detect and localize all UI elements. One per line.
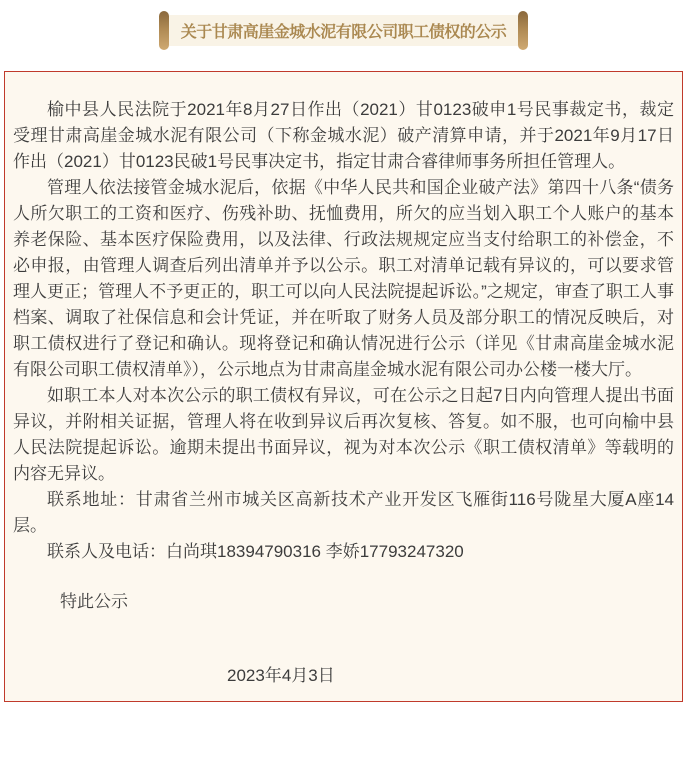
banner-right-bar-decoration	[518, 11, 528, 50]
banner-left-bar-decoration	[159, 11, 169, 50]
banner-title-box	[169, 15, 519, 46]
notice-date: 2023年4月3日	[227, 666, 335, 685]
notice-paragraph-contact-address: 联系地址：甘肃省兰州市城关区高新技术产业开发区飞雁街116号陇星大厦A座14层。	[13, 490, 674, 535]
title-banner	[0, 10, 687, 50]
notice-paragraph-court-ruling: 榆中县人民法院于2021年8月27日作出（2021）甘0123破申1号民事裁定书，裁定受理甘肃高崖金城水泥有限公司（下称金城水泥）破产清算申请，并于2021年9月17日作出（2021）甘0123民破1号民事决定书，指定甘肃合睿律师事务所担任管理人。	[13, 100, 674, 171]
notice-closing-statement: 特此公示	[60, 592, 128, 611]
notice-paragraph-contact-persons: 联系人及电话：白尚琪18394790316 李娇17793247320	[47, 542, 464, 561]
notice-paragraph-legal-basis: 管理人依法接管金城水泥后，依据《中华人民共和国企业破产法》第四十八条“债务人所欠职工的工资和医疗、伤残补助、抚恤费用，所欠的应当划入职工个人账户的基本养老保险、基本医疗保险费用，以及法律、行政法规规定应当支付给职工的补偿金，不必申报，由管理人调查后列出清单并予以公示。职工对清单记载有异议的，可以要求管理人更正；管理人不予更正的，职工可以向人民法院提起诉讼。”之规定，审查了职工人事档案、调取了社保信息和会计凭证，并在听取了财务人员及部分职工的情况反映后，对职工债权进行了登记和确认。现将登记和确认情况进行公示（详见《甘肃高崖金城水泥有限公司职工债权清单》），公示地点为甘肃高崖金城水泥有限公司办公楼一楼大厅。	[13, 178, 674, 379]
page-title: 关于甘肃高崖金城水泥有限公司职工债权的公示	[180, 23, 507, 41]
notice-paragraph-objection-procedure: 如职工本人对本次公示的职工债权有异议，可在公示之日起7日内向管理人提出书面异议，并附相关证据，管理人将在收到异议后再次复核、答复。如不服，也可向榆中县人民法院提起诉讼。逾期未提出书面异议，视为对本次公示《职工债权清单》等载明的内容无异议。	[13, 386, 674, 483]
notice-body	[4, 71, 683, 702]
